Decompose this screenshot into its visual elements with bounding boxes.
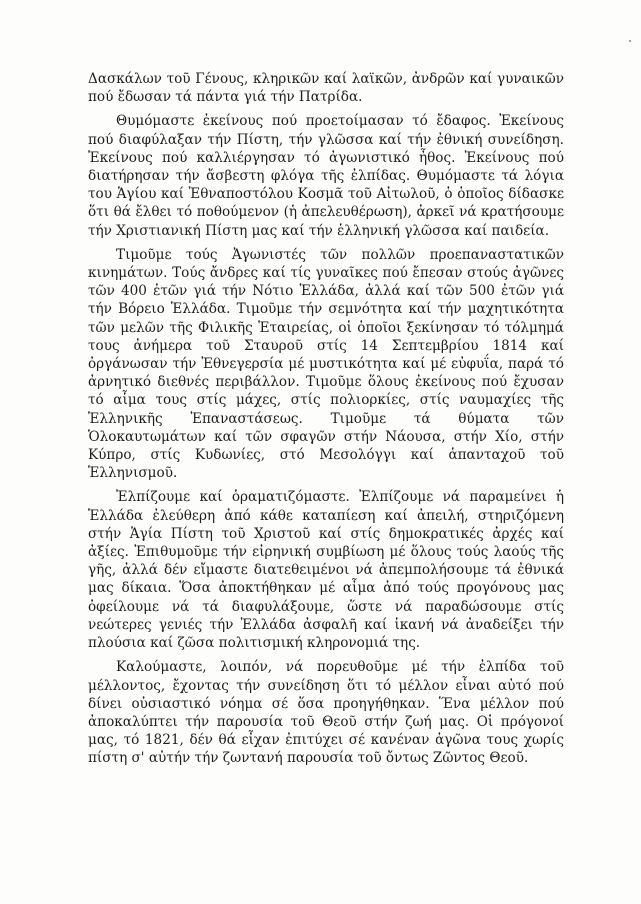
document-body (88, 70, 564, 774)
paragraph-5: Καλούμαστε, λοιπόν, νά πορευθοῦμε μέ τήν ἐλπίδα τοῦ μέλλοντος, ἔχοντας τήν συνείδηση ὅτι τό μέλλον εἶναι αὐτό πού δίνει οὐσιαστικό νόημα σέ ὅσα προηγήθηκαν. Ἕνα μέλλον πού ἀποκαλύπτει τήν παρουσία τοῦ Θεοῦ στήν ζωή μας. Οἱ πρόγονοί μας, τό 1821, δέν θά εἶχαν ἐπιτύχει σέ κανέναν ἀγῶνα τους χωρίς πίστη σ' αὐτήν τήν ζωντανή παρουσία τοῦ ὄντως Ζῶντος Θεοῦ. (88, 659, 564, 767)
paragraph-1: Δασκάλων τοῦ Γένους, κληρικῶν καί λαϊκῶν, ἀνδρῶν καί γυναικῶν πού ἔδωσαν τά πάντα γιά τήν Πατρίδα. (88, 71, 564, 106)
paragraph-4: Ἐλπίζουμε καί ὁραματιζόμαστε. Ἐλπίζουμε νά παραμείνει ἡ Ἑλλάδα ἐλεύθερη ἀπό κάθε καταπίεση καί ἀπειλή, στηριζόμενη στήν Ἁγία Πίστη τοῦ Χριστοῦ καί στίς δημοκρατικές ἀρχές καί ἀξίες. Ἐπιθυμοῦμε τήν εἰρηνική συμβίωση μέ ὅλους τούς λαούς τῆς γῆς, ἀλλά δέν εἴμαστε διατεθειμένοι νά ἀπεμπολήσουμε τά ἐθνικά μας δίκαια. Ὅσα ἀποκτήθηκαν μέ αἷμα ἀπό τούς προγόνους μας ὀφείλουμε νά τά διαφυλάξουμε, ὥστε νά παραδώσουμε στίς νεώτερες γενιές τήν Ἑλλάδα ἀσφαλῆ καί ἱκανή νά ἀναδείξει τήν πλούσια καί ζῶσα πολιτισμική κληρονομιά της. (88, 489, 564, 652)
paragraph-2: Θυμόμαστε ἐκείνους πού προετοίμασαν τό ἔδαφος. Ἐκείνους πού διαφύλαξαν τήν Πίστη, τήν γλῶσσα καί τήν ἐθνική συνείδηση. Ἐκείνους πού καλλιέργησαν τό ἀγωνιστικό ἦθος. Ἐκείνους πού διατήρησαν τήν ἄσβεστη φλόγα τῆς ἐλπίδας. Θυμόμαστε τά λόγια του Ἁγίου καί Ἐθναποστόλου Κοσμᾶ τοῦ Αἰτωλοῦ, ὁ ὁποῖος δίδασκε ὅτι θά ἔλθει τό ποθούμενον (ἡ ἀπελευθέρωση), ἀρκεῖ νά κρατήσουμε τήν Χριστιανική Πίστη μας καί τήν ἑλληνική γλῶσσα καί παιδεία. (88, 113, 564, 239)
paragraph-3: Τιμοῦμε τούς Ἀγωνιστές τῶν πολλῶν προεπαναστατικῶν κινημάτων. Τούς ἄνδρες καί τίς γυναῖκες πού ἔπεσαν στούς ἀγῶνες τῶν 400 ἐτῶν γιά τήν Νότιο Ἑλλάδα, ἀλλά καί τῶν 500 ἐτῶν γιά τήν Βόρειο Ἑλλάδα. Τιμοῦμε τήν σεμνότητα καί τήν μαχητικότητα τῶν μελῶν τῆς Φιλικῆς Ἑταιρείας, οἱ ὁποῖοι ξεκίνησαν τό τόλμημά τους ἀνήμερα τοῦ Σταυροῦ στίς 14 Σεπτεμβρίου 1814 καί ὀργάνωσαν τήν Ἐθνεγερσία μέ μυστικότητα καί μέ εὐφυΐα, παρά τό ἀρνητικό διεθνές περιβάλλον. Τιμοῦμε ὅλους ἐκείνους πού ἔχυσαν τό αἷμα τους στίς μάχες, στίς πολιορκίες, στίς ναυμαχίες τῆς Ἑλληνικῆς Ἐπαναστάσεως. Τιμοῦμε τά θύματα τῶν Ὁλοκαυτωμάτων καί τῶν σφαγῶν στήν Νάουσα, στήν Χίο, στήν Κύπρο, στίς Κυδωνίες, στό Μεσολόγγι καί ἁπανταχοῦ τοῦ Ἑλληνισμοῦ. (88, 246, 564, 482)
scan-speck (629, 40, 631, 42)
